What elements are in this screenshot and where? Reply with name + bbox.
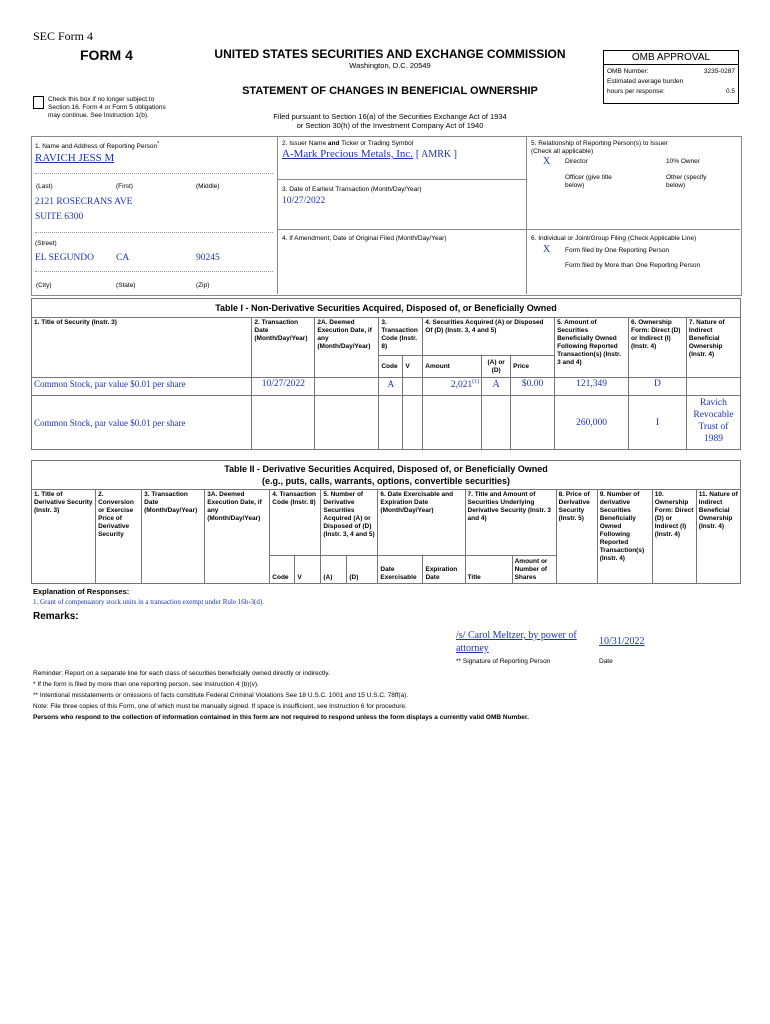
reporting-person-name-link[interactable]: RAVICH JESS M <box>35 152 115 164</box>
grid-divider <box>277 136 278 294</box>
t2-sub-code: Code <box>270 556 295 584</box>
signature-date-link[interactable]: 10/31/2022 <box>599 636 645 647</box>
t1-header-code: 3. Transaction Code (Instr. 8) <box>379 318 423 356</box>
issuer <box>282 148 457 160</box>
reminder-note: Reminder: Report on a separate line for each class of securities beneficially owned directly or indirectly. <box>33 670 330 677</box>
first-label: (First) <box>116 183 133 190</box>
t2-sub-d: (D) <box>347 556 378 584</box>
t1-cell-title: Common Stock, par value $0.01 per share <box>32 396 252 450</box>
street-line-1: 2121 ROSECRANS AVE <box>35 197 133 207</box>
t1-sub-v: V <box>403 356 423 378</box>
omb-approval-box <box>603 50 739 104</box>
t1-sub-amount: Amount <box>423 356 482 378</box>
t1-cell-aord: A <box>482 378 511 396</box>
t2-header-title: 1. Title of Derivative Security (Instr. 3) <box>32 490 96 584</box>
zip-label: (Zip) <box>196 282 210 289</box>
signature-link[interactable]: /s/ Carol Meltzer, by power of attorney <box>456 630 577 654</box>
street-underline <box>35 232 273 233</box>
state-label: (State) <box>116 282 136 289</box>
t1-cell-deemed <box>315 378 379 396</box>
signature-label: ** Signature of Reporting Person <box>456 658 551 665</box>
t2-header-date: 3. Transaction Date (Month/Day/Year) <box>142 490 205 584</box>
t2-header-code: 4. Transaction Code (Instr. 8) <box>270 490 321 556</box>
t2-header-underlying: 7. Title and Amount of Securities Underlying Derivative Security (Instr. 3 and 4) <box>465 490 556 556</box>
omb-hours-label: hours per response: <box>607 88 665 95</box>
filed-pursuant-line: or Section 30(h) of the Investment Company Act of 1940 <box>296 121 484 130</box>
omb-number-label: OMB Number: <box>607 68 649 75</box>
one-person-label: Form filed by One Reporting Person <box>565 247 670 254</box>
box5-label <box>531 140 668 156</box>
grid-divider <box>526 136 527 294</box>
t1-cell-deemed <box>315 396 379 450</box>
box1-label-text: 1. Name and Address of Reporting Person <box>35 143 158 151</box>
director-mark: X <box>543 156 551 167</box>
officer-label-line: below) <box>565 182 585 189</box>
table-row <box>32 396 741 450</box>
date-label: Date <box>599 658 613 665</box>
street-label: (Street) <box>35 240 57 247</box>
box6-label: 6. Individual or Joint/Group Filing (Check Applicable Line) <box>531 235 697 242</box>
t1-sub-code: Code <box>379 356 403 378</box>
table-derivative <box>31 460 741 584</box>
t1-cell-nature: Ravich Revocable Trust of 1989 <box>686 396 740 450</box>
explanation-title: Explanation of Responses: <box>33 587 130 596</box>
box4-label: 4. If Amendment, Date of Original Filed (Month/Day/Year) <box>282 235 447 242</box>
box5-label-line: 5. Relationship of Reporting Person(s) to Issuer <box>531 140 668 147</box>
t1-header-acquired: 4. Securities Acquired (A) or Disposed Of (D) (Instr. 3, 4 and 5) <box>423 318 555 356</box>
t1-cell-owned: 121,349 <box>555 378 629 396</box>
omb-hours-value: 0.5 <box>725 88 735 95</box>
t1-header-title: 1. Title of Security (Instr. 3) <box>32 318 252 378</box>
t1-amount-value: 2,021 <box>450 380 473 391</box>
explanation-1: 1. Grant of compensatory stock units in a transaction exempt under Rule 16b-3(d). <box>33 598 264 606</box>
table2-title <box>32 461 741 490</box>
reporting-info-grid <box>31 136 742 296</box>
t1-cell-amount <box>423 396 482 450</box>
checkbox-text-line: Section 16. Form 4 or Form 5 obligations <box>48 104 166 111</box>
one-person-mark: X <box>543 244 551 255</box>
t1-cell-form: I <box>628 396 686 450</box>
t2-sub-date-exercisable: Date Exercisable <box>378 556 423 584</box>
t2-header-deemed: 3A. Deemed Execution Date, if any (Month/Day/Year) <box>205 490 270 584</box>
t2-header-price: 8. Price of Derivative Security (Instr. 5) <box>556 490 597 584</box>
t1-header-deemed: 2A. Deemed Execution Date, if any (Month/Day/Year) <box>315 318 379 378</box>
middle-label: (Middle) <box>196 183 220 190</box>
box2-label-and: and <box>327 140 340 147</box>
city-label: (City) <box>36 282 52 289</box>
t1-cell-title: Common Stock, par value $0.01 per share <box>32 378 252 396</box>
filed-pursuant <box>230 112 550 130</box>
t1-cell-code: A <box>379 378 403 396</box>
location: Washington, D.C. 20549 <box>349 61 431 70</box>
omb-title: OMB APPROVAL <box>604 51 738 65</box>
t2-header-conversion: 2. Conversion or Exercise Price of Derivative Security <box>96 490 142 584</box>
table2-title-line: (e.g., puts, calls, warrants, options, convertible securities) <box>261 476 511 486</box>
other-label-line: below) <box>666 182 686 189</box>
more-persons-label: Form filed by More than One Reporting Person <box>565 262 701 269</box>
checkbox-instruction <box>48 96 166 120</box>
t1-sub-price: Price <box>511 356 555 378</box>
earliest-transaction-date: 10/27/2022 <box>282 196 326 206</box>
street-line-2: SUITE 6300 <box>35 212 84 222</box>
table-row <box>32 378 741 396</box>
t1-header-date: 2. Transaction Date (Month/Day/Year) <box>252 318 315 378</box>
t2-header-owned: 9. Number of derivative Securities Beneficially Owned Following Reported Transaction(s) (Instr. 4) <box>597 490 652 584</box>
t2-sub-v: V <box>295 556 321 584</box>
box5-label-line: (Check all applicable) <box>531 148 594 155</box>
t1-cell-date: 10/27/2022 <box>252 378 315 396</box>
t1-cell-v <box>403 396 423 450</box>
state: CA <box>116 253 130 263</box>
t2-header-nature: 11. Nature of Indirect Beneficial Ownership (Instr. 4) <box>696 490 740 584</box>
t2-sub-expiration: Expiration Date <box>423 556 465 584</box>
sec-form-label: SEC Form 4 <box>33 29 94 43</box>
footnote-copies: Note: File three copies of this Form, one of which must be manually signed. If space is insufficient, see Instruction 6 for procedure. <box>33 703 407 710</box>
footnote-omb: Persons who respond to the collection of information contained in this form are not required to respond unless the form displays a currently valid OMB Number. <box>33 714 529 721</box>
box2-label-post: Ticker or Trading Symbol <box>339 140 414 147</box>
table2-title-line: Table II - Derivative Securities Acquired, Disposed of, or Beneficially Owned <box>224 464 548 474</box>
t1-cell-nature <box>686 378 740 396</box>
last-label: (Last) <box>36 183 53 190</box>
box2-label <box>282 140 413 148</box>
footnote-multiple-persons: * If the form is filed by more than one reporting person, see Instruction 4 (b)(v). <box>33 681 259 688</box>
footnote-misstatements: ** Intentional misstatements or omissions of facts constitute Federal Criminal Violations See 18 U.S.C. 1001 and 15 U.S.C. 78ff(a). <box>33 692 409 699</box>
remarks-title: Remarks: <box>33 611 79 622</box>
grid-divider <box>277 229 740 230</box>
omb-number-value: 3235-0287 <box>703 68 735 75</box>
zip: 90245 <box>196 253 220 263</box>
t1-cell-v <box>403 378 423 396</box>
t1-cell-price <box>511 396 555 450</box>
omb-burden-label: Estimated average burden <box>607 78 684 85</box>
t2-sub-title: Title <box>465 556 512 584</box>
other-label-line: Other (specify <box>666 174 707 181</box>
t1-cell-aord <box>482 396 511 450</box>
ten-pct-owner-label: 10% Owner <box>666 158 700 165</box>
grid-divider <box>277 179 526 180</box>
t1-cell-amount <box>423 378 482 396</box>
box1-label <box>35 140 159 151</box>
t1-sub-aord: (A) or (D) <box>482 356 511 378</box>
statement-title: STATEMENT OF CHANGES IN BENEFICIAL OWNERSHIP <box>242 85 538 97</box>
t1-header-owned: 5. Amount of Securities Beneficially Owned Following Reported Transaction(s) (Instr. 3 and 4) <box>555 318 629 378</box>
director-label: Director <box>565 158 588 165</box>
officer-label <box>565 174 612 190</box>
checkbox-text-line: may continue. See Instruction 1(b). <box>48 112 149 119</box>
city-underline <box>35 271 273 272</box>
name-underline <box>35 173 273 174</box>
no-longer-subject-checkbox[interactable] <box>33 96 44 109</box>
filed-pursuant-line: Filed pursuant to Section 16(a) of the Securities Exchange Act of 1934 <box>273 112 507 121</box>
t1-header-nature: 7. Nature of Indirect Beneficial Ownership (Instr. 4) <box>686 318 740 378</box>
city: EL SEGUNDO <box>35 253 95 263</box>
box1-star: * <box>157 141 160 147</box>
t1-amount-footnote: (1) <box>472 379 480 385</box>
box2-label-pre: 2. Issuer Name <box>282 140 328 147</box>
t2-header-exercisable: 6. Date Exercisable and Expiration Date (Month/Day/Year) <box>378 490 465 556</box>
t1-cell-code <box>379 396 403 450</box>
t1-cell-form: D <box>628 378 686 396</box>
table-non-derivative <box>31 298 741 450</box>
commission-title: UNITED STATES SECURITIES AND EXCHANGE COMMISSION <box>214 47 566 61</box>
t2-header-form: 10. Ownership Form: Direct (D) or Indirect (I) (Instr. 4) <box>652 490 696 584</box>
form-title: FORM 4 <box>80 47 133 63</box>
t2-header-number: 5. Number of Derivative Securities Acquired (A) or Disposed of (D) (Instr. 3, 4 and 5) <box>321 490 378 556</box>
box3-label: 3. Date of Earliest Transaction (Month/Day/Year) <box>282 186 422 193</box>
t1-cell-owned: 260,000 <box>555 396 629 450</box>
checkbox-text-line: Check this box if no longer subject to <box>48 96 155 103</box>
t2-sub-amount: Amount or Number of Shares <box>512 556 556 584</box>
t2-sub-a: (A) <box>321 556 347 584</box>
other-label <box>666 174 706 190</box>
ticker: [ AMRK ] <box>415 149 457 160</box>
t1-header-form: 6. Ownership Form: Direct (D) or Indirect (I) (Instr. 4) <box>628 318 686 378</box>
t1-cell-price: $0.00 <box>511 378 555 396</box>
table1-title: Table I - Non-Derivative Securities Acquired, Disposed of, or Beneficially Owned <box>32 299 741 318</box>
officer-label-line: Officer (give title <box>565 174 612 181</box>
t1-cell-date <box>252 396 315 450</box>
issuer-name-link[interactable]: A-Mark Precious Metals, Inc. <box>282 148 414 160</box>
